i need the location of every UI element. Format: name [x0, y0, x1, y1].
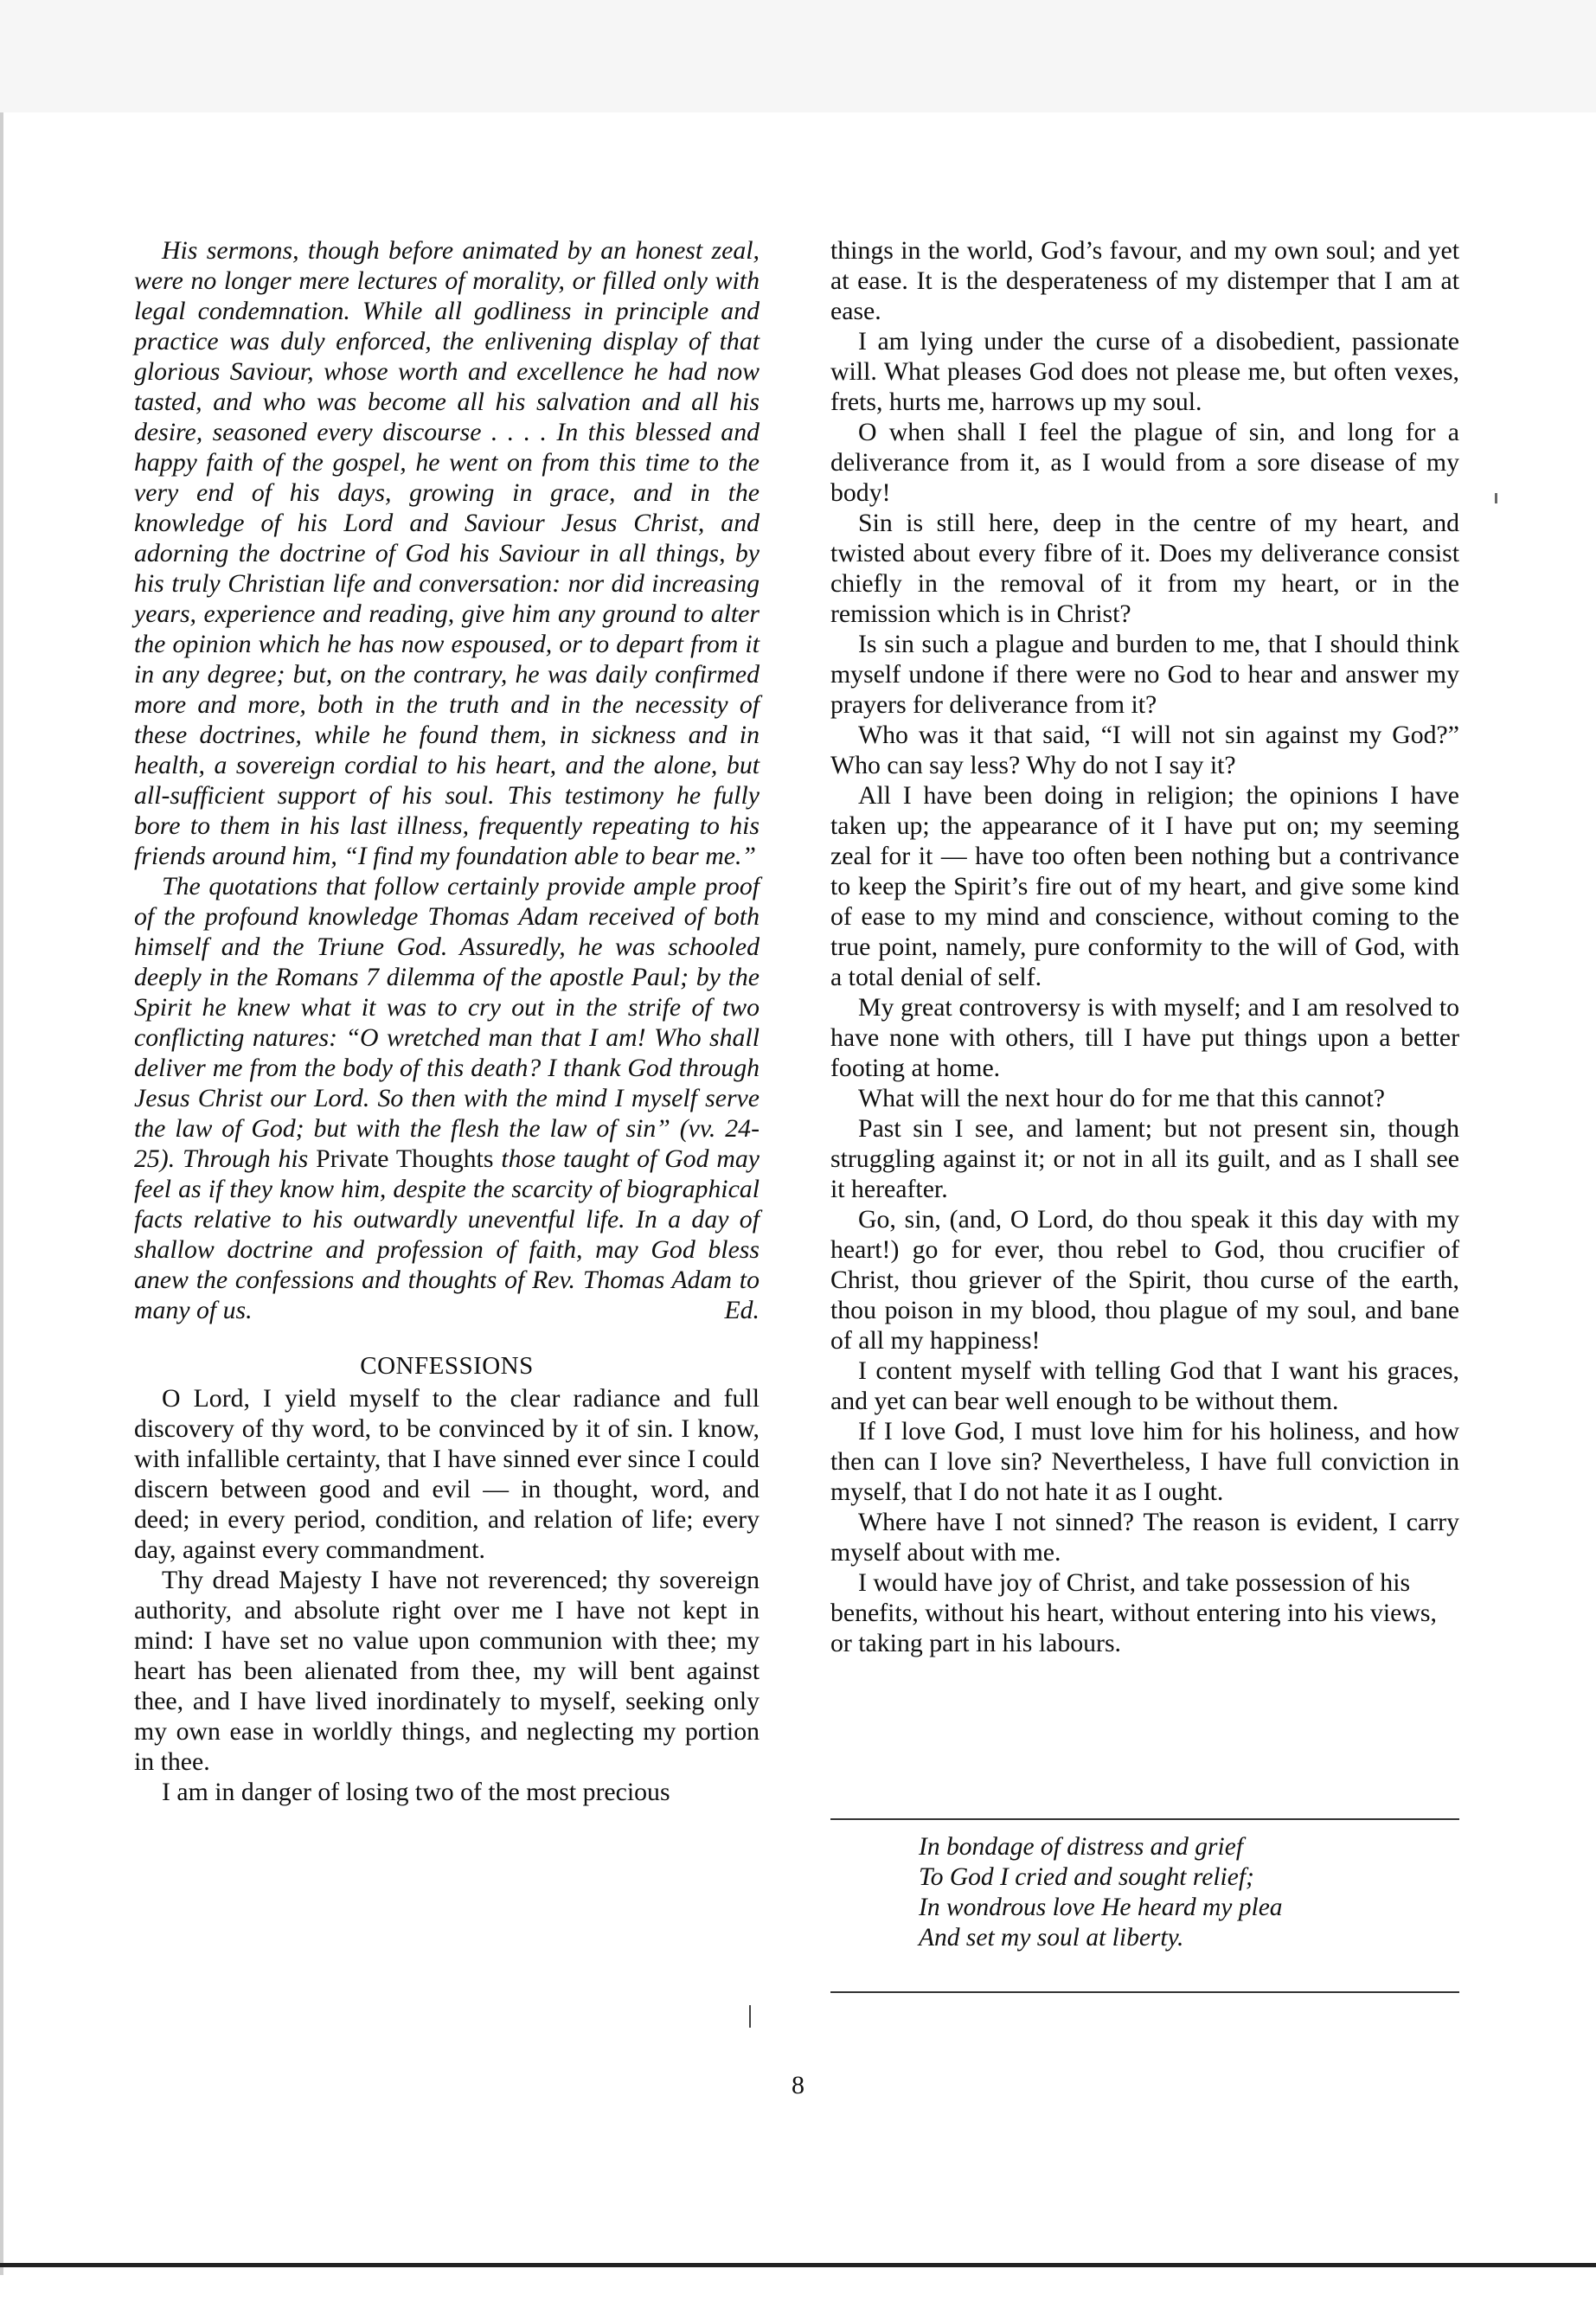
- poem-top-rule: [830, 1818, 1459, 1820]
- book-title-private-thoughts: Private Thoughts: [316, 1144, 494, 1173]
- confession-paragraph: Sin is still here, deep in the centre of my heart, and twisted about every fibre of it. Does my deliverance consist chiefly in the removal of it from my heart, or in the remission which is in Christ?: [830, 509, 1459, 628]
- confession-paragraph: I am in danger of losing two of the most precious: [162, 1778, 670, 1806]
- confession-paragraph: I content myself with telling God that I want his graces, and yet can bear well enough to be without them.: [830, 1356, 1459, 1415]
- poem-line: To God I cried and sought relief;: [919, 1863, 1254, 1891]
- scan-left-edge: [0, 112, 3, 2275]
- poem-line: In bondage of distress and grief: [919, 1833, 1244, 1861]
- scan-bottom-edge: [0, 2263, 1596, 2267]
- poem-line: And set my soul at liberty.: [919, 1924, 1184, 1952]
- poem-bottom-rule: [830, 1991, 1459, 1993]
- confession-paragraph: Who was it that said, “I will not sin against my God?” Who can say less? Why do not I say it?: [830, 721, 1459, 779]
- confession-paragraph: O when shall I feel the plague of sin, and long for a deliverance from it, as I would from a sore disease of my body!: [830, 418, 1459, 507]
- confession-paragraph: All I have been doing in religion; the opinions I have taken up; the appearance of it I have put on; my seeming zeal for it — have too often been nothing but a contrivance to keep the Spirit’s fire out of my heart, and give some kind of ease to my mind and conscience, without coming to the true point, namely, pure conformity to the will of God, with a total denial of self.: [830, 781, 1459, 991]
- poem: [919, 1832, 1283, 1953]
- intro-paragraph-2-part-b: those taught of God may feel as if they know him, despite the scarcity of biographical facts relative to his outwardly uneventful life. In a day of shallow doctrine and profession of faith, may God bless anew the confessions and thoughts of Rev. Thomas Adam to many of us.: [134, 1144, 760, 1324]
- confession-paragraph: things in the world, God’s favour, and my own soul; and yet at ease. It is the desperateness of my distemper that I am at ease.: [830, 236, 1459, 325]
- confession-paragraph: If I love God, I must love him for his holiness, and how then can I love sin? Nevertheless, I have full conviction in myself, that I do not hate it as I ought.: [830, 1417, 1459, 1506]
- editor-signature: Ed.: [724, 1296, 760, 1324]
- confession-paragraph: Thy dread Majesty I have not reverenced; thy sovereign authority, and absolute right over me I have not kept in mind: I have set no value upon communion with thee; my heart has been alienated from thee, my will bent against thee, and I have lived inordinately to myself, seeking only my own ease in worldly things, and neglecting my portion in thee.: [134, 1566, 760, 1776]
- confession-paragraph: Past sin I see, and lament; but not present sin, though struggling against it; or not in all its guilt, and as I shall see it hereafter.: [830, 1114, 1459, 1203]
- confession-paragraph: O Lord, I yield myself to the clear radiance and full discovery of thy word, to be convinced by it of sin. I know, with infallible certainty, that I have sinned ever since I could discern between good and evil — in thought, word, and deed; in every period, condition, and relation of life; every day, against every commandment.: [134, 1384, 760, 1564]
- confessions-heading: CONFESSIONS: [360, 1352, 534, 1380]
- confession-paragraph: I am lying under the curse of a disobedient, passionate will. What pleases God does not please me, but often vexes, frets, hurts me, harrows up my soul.: [830, 327, 1459, 416]
- confession-paragraph: I would have joy of Christ, and take possession of his benefits, without his heart, without entering into his views, or taking part in his labours.: [830, 1568, 1437, 1657]
- left-column: [134, 235, 760, 1807]
- scan-top-margin: [0, 0, 1596, 112]
- confession-paragraph: Where have I not sinned? The reason is evident, I carry myself about with me.: [830, 1508, 1459, 1567]
- intro-paragraph-2-part-a: The quotations that follow certainly provide ample proof of the profound knowledge Thomas Adam received of both himself and the Triune God. Assuredly, he was schooled deeply in the Romans 7 dilemma of the apostle Paul; by the Spirit he knew what it was to cry out in the strife of two conflicting natures: “O wretched man that I am! Who shall deliver me from the body of this death? I thank God through Jesus Christ our Lord. So then with the mind I myself serve the law of God; but with the flesh the law of sin” (vv. 24-25). Through his: [134, 872, 760, 1173]
- confession-paragraph: What will the next hour do for me that this cannot?: [858, 1084, 1386, 1112]
- intro-paragraph-1: His sermons, though before animated by an honest zeal, were no longer mere lectures of morality, or filled only with legal condemnation. While all godliness in principle and practice was duly enforced, the enlivening display of that glorious Saviour, whose worth and excellence he had now tasted, and who was become all his salvation and all his desire, seasoned every discourse . . . . In this blessed and happy faith of the gospel, he went on from this time to the very end of his days, growing in grace, and in the knowledge of his Lord and Saviour Jesus Christ, and adorning the doctrine of God his Saviour in all things, by his truly Christian life and conversation: nor did increasing years, experience and reading, give him any ground to alter the opinion which he has now espoused, or to depart from it in any degree; but, on the contrary, he was daily confirmed more and more, both in the truth and in the necessity of these doctrines, while he found them, in sickness and in health, a sovereign cordial to his heart, and the alone, but all-sufficient support of his soul. This testimony he fully bore to them in his last illness, frequently repeating to his friends around him, “I find my foundation able to bear me.”: [134, 236, 760, 870]
- confession-paragraph: Go, sin, (and, O Lord, do thou speak it this day with my heart!) go for ever, thou rebel to God, thou crucifier of Christ, thou griever of the Spirit, thou curse of the earth, thou poison in my blood, thou plague of my soul, and bane of all my happiness!: [830, 1205, 1459, 1355]
- page-number: 8: [792, 2071, 804, 2099]
- confession-paragraph: Is sin such a plague and burden to me, that I should think myself undone if there were no God to hear and answer my prayers for deliverance from it?: [830, 630, 1459, 719]
- right-column: [830, 235, 1459, 1658]
- column-end-mark: [749, 2005, 751, 2028]
- scan-artifact-mark: [1495, 493, 1497, 503]
- intro-paragraph-2: [134, 871, 760, 1325]
- confession-paragraph: My great controversy is with myself; and I am resolved to have none with others, till I have put things upon a better footing at home.: [830, 993, 1459, 1082]
- confessions-left: [134, 1383, 760, 1807]
- poem-line: In wondrous love He heard my plea: [919, 1894, 1283, 1921]
